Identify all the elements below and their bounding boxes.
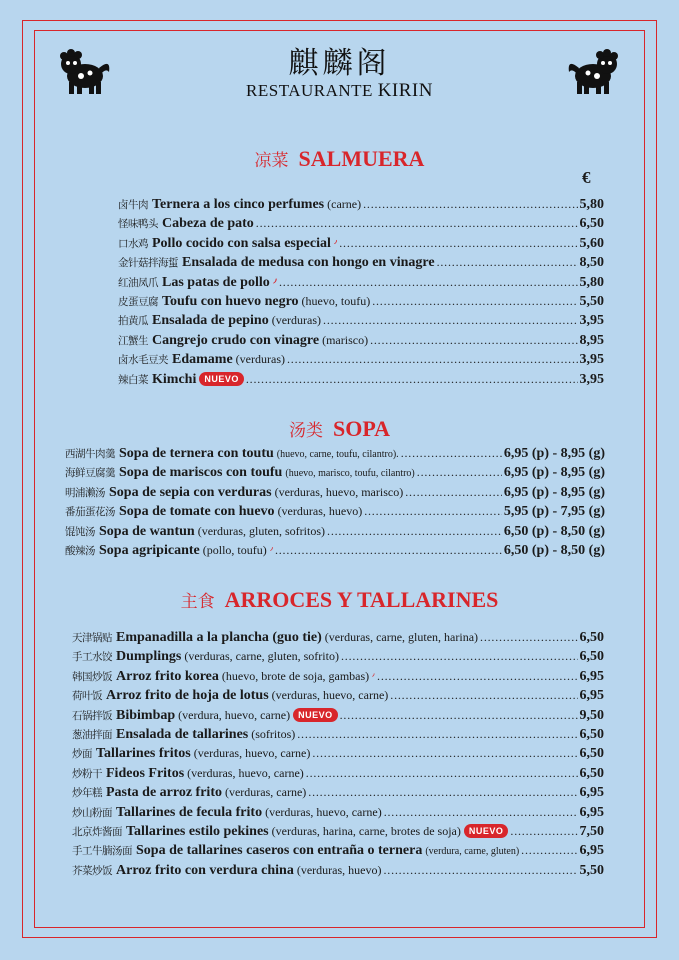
dot-leader: [401, 444, 502, 463]
dot-leader: [405, 483, 502, 502]
chili-pepper-icon: [334, 237, 337, 247]
menu-item-name: Kimchi: [152, 371, 197, 387]
menu-item-chinese: 炒粉干: [72, 767, 102, 780]
menu-item-chinese: 皮蛋豆腐: [118, 295, 158, 308]
dot-leader: [279, 273, 578, 292]
menu-item: [118, 214, 604, 233]
menu-item-price: 5,95 (p) - 7,95 (g): [503, 504, 605, 520]
menu-item-price: 6,50 (p) - 8,50 (g): [503, 523, 605, 539]
menu-item-price: 5,50: [579, 293, 604, 309]
menu-item-chinese: 口水鸡: [118, 237, 148, 250]
section-title-text: SOPA: [332, 416, 391, 441]
menu-item-name: Sopa agripicante: [99, 542, 200, 558]
menu-item-price: 5,60: [579, 235, 604, 251]
menu-item-name: Cabeza de pato: [162, 216, 254, 232]
menu-item-chinese: 炒山粉面: [72, 806, 112, 819]
dot-leader: [390, 686, 577, 705]
menu-item: [118, 195, 604, 214]
menu-item-name: Ternera a los cinco perfumes: [152, 197, 325, 212]
menu-item: [118, 350, 604, 369]
menu-item-name: Arroz frito korea: [116, 668, 219, 684]
menu-item-price: 6,95 (p) - 8,95 (g): [503, 446, 605, 461]
menu-item: [72, 725, 604, 744]
menu-item-chinese: 西湖牛肉羹: [65, 448, 115, 460]
menu-item-chinese: 手工水饺: [72, 651, 112, 664]
menu-item-price: 5,50: [579, 862, 604, 878]
dot-leader: [510, 822, 577, 841]
dot-leader: [417, 463, 502, 482]
menu-item-ingredients: (verduras, huevo, carne): [271, 688, 389, 703]
menu-item-name: Sopa de tallarines caseros con entraña o ternera: [136, 843, 423, 859]
section-title-chinese: 凉菜: [254, 151, 289, 171]
menu-item-price: 6,95: [579, 785, 604, 801]
menu-item: [118, 311, 604, 330]
new-badge: NUEVO: [464, 824, 509, 838]
menu-item-ingredients: (verduras, huevo, marisco): [274, 484, 404, 499]
menu-item-chinese: 天津锅贴: [72, 632, 112, 644]
menu-item-chinese: 葱油拌面: [72, 728, 112, 741]
menu-item-ingredients: (huevo, toufu): [301, 293, 371, 308]
menu-item-ingredients: (verduras): [271, 313, 322, 328]
menu-item-price: 6,50: [579, 726, 604, 742]
menu-item-name: Sopa de mariscos con toufu: [119, 465, 283, 481]
menu-item-ingredients: (verdura, carne, gluten): [425, 846, 520, 858]
chili-pepper-icon: [372, 670, 375, 680]
menu-item-price: 5,80: [579, 197, 604, 212]
menu-item-price: 3,95: [579, 352, 604, 368]
menu-item-name: Arroz frito de hoja de lotus: [106, 688, 269, 704]
dot-leader: [312, 744, 577, 763]
section-title-salmuera: [0, 146, 679, 172]
menu-item-ingredients: (verduras): [235, 352, 285, 367]
menu-item-ingredients: (verduras, huevo): [277, 504, 363, 519]
menu-item-name: Pasta de arroz frito: [106, 785, 222, 801]
menu-item: [65, 522, 605, 541]
restaurant-name: [0, 80, 679, 102]
menu-item-chinese: 番茄蛋花汤: [65, 506, 115, 519]
menu-item-price: 6,95: [579, 688, 604, 704]
menu-item-chinese: 拍黄瓜: [118, 315, 148, 328]
menu-item-ingredients: (verdura, huevo, carne): [178, 707, 291, 722]
dot-leader: [323, 311, 577, 330]
dot-leader: [521, 841, 577, 860]
menu-item-ingredients: (huevo, brote de soja, gambas): [221, 668, 370, 683]
menu-item-name: Ensalada de tallarines: [116, 726, 249, 742]
menu-item-chinese: 金针菇拌海蜇: [118, 257, 178, 270]
menu-item: [72, 783, 604, 802]
menu-item: [72, 803, 604, 822]
menu-item-price: 6,50: [579, 630, 604, 645]
menu-item-chinese: 怪味鸭头: [118, 218, 158, 231]
dot-leader: [384, 803, 578, 822]
menu-item-chinese: 馄饨汤: [65, 525, 95, 538]
menu-item-name: Fideos Fritos: [106, 765, 185, 781]
menu-item: [72, 861, 604, 880]
menu-item-ingredients: (verduras, huevo): [296, 862, 382, 877]
menu-item: [118, 292, 604, 311]
menu-item-price: 3,95: [579, 371, 604, 387]
menu-item-ingredients: (verduras, huevo, carne): [187, 765, 304, 780]
dot-leader: [256, 214, 578, 233]
dot-leader: [340, 706, 578, 725]
menu-item-ingredients: (verduras, huevo, carne): [193, 746, 311, 761]
menu-item-price: 3,95: [579, 313, 604, 329]
menu-item-price: 6,95: [579, 804, 604, 820]
menu-item-price: 8,95: [579, 332, 604, 348]
new-badge: NUEVO: [199, 372, 244, 386]
restaurant-chinese-name: 麒麟阁: [288, 46, 391, 81]
currency-symbol: €: [582, 168, 591, 187]
menu-item-ingredients: (carne): [327, 197, 362, 211]
section-title-text: ARROCES Y TALLARINES: [224, 587, 499, 612]
dot-leader: [327, 522, 502, 541]
menu-item-chinese: 辣白菜: [118, 373, 148, 386]
section-title-chinese: 主食: [180, 592, 215, 612]
menu-item: [118, 273, 604, 292]
dot-leader: [363, 195, 577, 214]
menu-item: [72, 764, 604, 783]
menu-item: [72, 628, 604, 647]
menu-item-chinese: 北京炸酱面: [72, 825, 122, 838]
menu-item-ingredients: (marisco): [322, 332, 369, 347]
dot-leader: [339, 234, 577, 253]
menu-item-name: Las patas de pollo: [162, 274, 270, 290]
menu-item-ingredients: (verduras, carne, gluten, sofrito): [184, 649, 339, 664]
new-badge: NUEVO: [293, 708, 338, 722]
menu-item-ingredients: (verduras, gluten, sofritos): [197, 523, 326, 538]
menu-item-price: 7,50: [579, 823, 604, 839]
menu-item-price: 6,95 (p) - 8,95 (g): [503, 484, 605, 500]
menu-item-name: Toufu con huevo negro: [162, 293, 299, 309]
menu-item-price: 6,50: [579, 216, 604, 232]
menu-item-name: Tallarines fritos: [96, 746, 191, 762]
menu-item-name: Dumplings: [116, 649, 182, 665]
menu-item-price: 6,95: [579, 668, 604, 684]
dot-leader: [297, 725, 577, 744]
chili-pepper-icon: [273, 276, 277, 286]
menu-item-ingredients: (verduras, carne): [224, 785, 307, 800]
dot-leader: [383, 861, 577, 880]
menu-item-name: Sopa de tomate con huevo: [119, 504, 275, 520]
dot-leader: [306, 764, 578, 783]
menu-item-chinese: 芥菜炒饭: [72, 864, 112, 877]
menu-item: [118, 253, 604, 272]
menu-item: [118, 331, 604, 350]
dot-leader: [437, 253, 578, 272]
menu-item-price: 6,50: [579, 765, 604, 781]
menu-item-chinese: 荷叶饭: [72, 690, 102, 703]
dot-leader: [370, 331, 577, 350]
menu-item-ingredients: (verduras, huevo, carne): [265, 804, 382, 819]
menu-item-name: Bibimbap: [116, 707, 176, 723]
menu-item-chinese: 酸辣汤: [65, 544, 95, 557]
dot-leader: [364, 502, 502, 521]
menu-item-price: 6,95: [579, 843, 604, 859]
chili-pepper-icon: [270, 544, 273, 554]
menu-item-chinese: 江蟹生: [118, 334, 148, 347]
menu-item-ingredients: (verduras, carne, gluten, harina): [324, 630, 479, 644]
menu-item-price: 5,80: [579, 274, 604, 290]
menu-item-chinese: 炒面: [72, 748, 92, 761]
menu-item: [65, 463, 605, 482]
menu-item-name: Tallarines estilo pekines: [126, 823, 269, 839]
menu-item-price: 6,50 (p) - 8,50 (g): [503, 542, 605, 558]
section-title-text: SALMUERA: [298, 146, 425, 171]
menu-item-name: Ensalada de pepino: [152, 313, 269, 329]
section-title-sopa: [0, 416, 679, 442]
menu-item-name: Tallarines de fecula frito: [116, 804, 263, 820]
menu-item-ingredients: (huevo, marisco, toufu, cilantro): [285, 468, 415, 480]
menu-item-chinese: 炒年糕: [72, 787, 102, 800]
menu-item-price: 6,50: [579, 649, 604, 665]
restaurant-brand: KIRIN: [377, 80, 433, 101]
menu-item-chinese: 韩国炒饭: [72, 670, 112, 683]
menu-item-name: Pollo cocido con salsa especial: [152, 235, 331, 251]
section-title-chinese: 汤类: [288, 421, 323, 441]
menu-item: [72, 706, 604, 725]
menu-item-chinese: 手工牛腩汤面: [72, 845, 132, 858]
dot-leader: [372, 292, 577, 311]
section-title-arroces: [0, 587, 679, 613]
menu-item: [65, 444, 605, 463]
menu-item-ingredients: (sofritos): [251, 726, 296, 741]
dot-leader: [275, 541, 502, 560]
menu-item: [65, 483, 605, 502]
menu-item-name: Empanadilla a la plancha (guo tie): [116, 630, 322, 645]
dot-leader: [287, 350, 578, 369]
menu-item-chinese: 石锅拌饭: [72, 709, 112, 722]
sopa-list: [65, 444, 605, 560]
dot-leader: [246, 370, 578, 389]
menu-item: [65, 502, 605, 521]
salmuera-list: [118, 195, 604, 389]
menu-item-chinese: 明浦濑汤: [65, 486, 105, 499]
dot-leader: [308, 783, 577, 802]
menu-item: [118, 234, 604, 253]
menu-item-ingredients: (pollo, toufu): [202, 542, 267, 557]
restaurant-label: RESTAURANTE: [246, 81, 373, 100]
menu-item-name: Edamame: [172, 352, 233, 368]
menu-item: [72, 647, 604, 666]
menu-item-chinese: 红油凤爪: [118, 276, 158, 289]
menu-item-chinese: 海鲜豆腐羹: [65, 467, 115, 480]
dot-leader: [480, 628, 577, 647]
menu-item: [72, 841, 604, 860]
menu-item: [118, 370, 604, 389]
menu-item-name: Ensalada de medusa con hongo en vinagre: [182, 255, 435, 271]
menu-item-name: Sopa de sepia con verduras: [109, 484, 272, 500]
menu-item-ingredients: (verduras, harina, carne, brotes de soja): [271, 823, 461, 838]
menu-item-name: Cangrejo crudo con vinagre: [152, 332, 320, 348]
menu-item-name: Sopa de wantun: [99, 523, 195, 539]
menu-item-price: 8,50: [579, 255, 604, 271]
menu-item-name: Arroz frito con verdura china: [116, 862, 294, 878]
menu-item: [72, 667, 604, 686]
menu-item-chinese: 卤水毛豆夹: [118, 354, 168, 367]
menu-item-price: 6,95 (p) - 8,95 (g): [503, 465, 605, 481]
dot-leader: [377, 667, 577, 686]
arroces-list: [72, 628, 604, 880]
menu-item-ingredients: (huevo, carne, toufu, cilantro).: [276, 449, 399, 460]
menu-item: [72, 744, 604, 763]
menu-item: [72, 822, 604, 841]
menu-item: [65, 541, 605, 560]
menu-item: [72, 686, 604, 705]
menu-item-name: Sopa de ternera con toutu: [119, 446, 274, 461]
dot-leader: [341, 647, 578, 666]
menu-item-price: 6,50: [579, 746, 604, 762]
menu-item-chinese: 卤牛肉: [118, 199, 148, 211]
menu-item-price: 9,50: [579, 707, 604, 723]
